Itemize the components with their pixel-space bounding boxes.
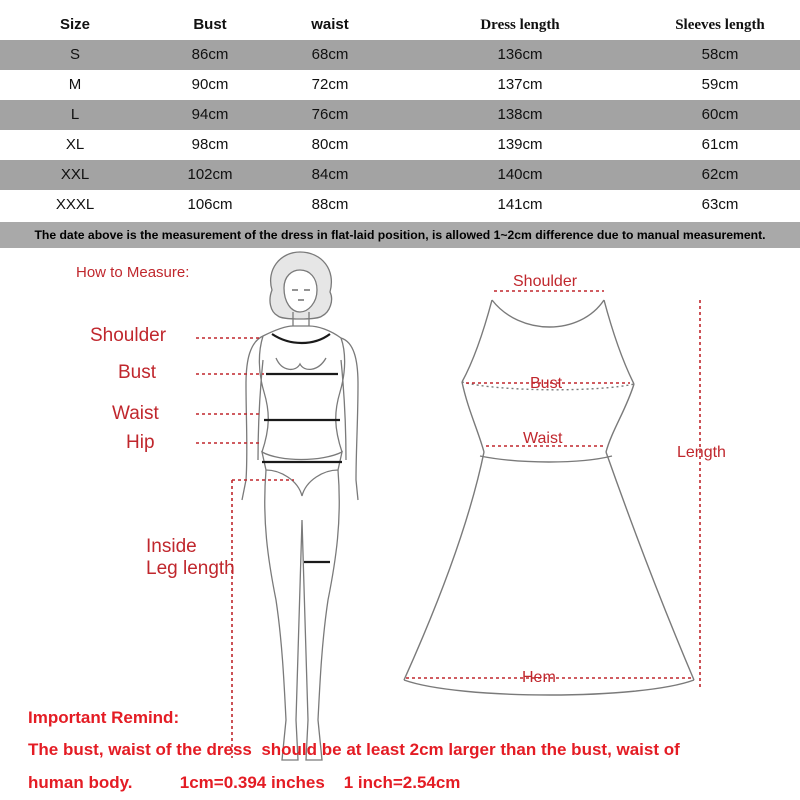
cell-dress-length: 140cm [497, 166, 543, 183]
cell-waist: 80cm [311, 136, 349, 153]
body-label-inside: Inside [146, 536, 197, 557]
header-waist: waist [311, 16, 349, 33]
measurement-note: The date above is the measurement of the dress in flat-laid position, is allowed 1~2cm difference due to manual measurement. [0, 222, 800, 248]
cell-waist: 68cm [311, 46, 349, 63]
remind-line-1: The bust, waist of the dress should be at least 2cm larger than the bust, waist of [28, 740, 680, 759]
dress-figure [404, 300, 694, 695]
remind-line-2: human body. 1cm=0.394 inches 1 inch=2.54cm [28, 773, 461, 792]
dress-label-waist: Waist [523, 430, 563, 447]
cell-dress-length: 139cm [497, 136, 543, 153]
body-label-leg-length: Leg length [146, 558, 235, 579]
cell-dress-length: 137cm [497, 76, 543, 93]
cell-dress-length: 138cm [497, 106, 543, 123]
cell-size: XXL [60, 166, 90, 183]
cell-waist: 84cm [311, 166, 349, 183]
body-label-waist: Waist [112, 403, 159, 424]
body-label-shoulder: Shoulder [90, 325, 167, 346]
cell-size: S [69, 46, 80, 63]
how-to-measure-title: How to Measure: [76, 264, 190, 281]
cell-dress-length: 141cm [497, 196, 543, 213]
remind-heading: Important Remind: [28, 708, 180, 727]
dress-label-bust: Bust [530, 375, 563, 392]
cell-waist: 72cm [311, 76, 349, 93]
cell-sleeves-length: 62cm [701, 166, 739, 183]
dress-label-length: Length [677, 444, 726, 461]
cell-sleeves-length: 63cm [701, 196, 739, 213]
cell-bust: 94cm [191, 106, 229, 123]
header-sleeves-length: Sleeves length [675, 17, 765, 33]
dress-measure-lines [406, 291, 700, 690]
cell-size: M [68, 76, 82, 93]
body-label-hip: Hip [126, 432, 155, 453]
body-measure-lines [196, 338, 294, 758]
body-figure [242, 252, 358, 760]
cell-size: L [70, 106, 80, 123]
cell-waist: 76cm [311, 106, 349, 123]
cell-bust: 90cm [191, 76, 229, 93]
header-size: Size [59, 16, 90, 33]
cell-bust: 86cm [191, 46, 229, 63]
cell-sleeves-length: 58cm [701, 46, 739, 63]
cell-sleeves-length: 60cm [701, 106, 739, 123]
dress-label-hem: Hem [522, 669, 556, 686]
cell-size: XL [65, 136, 85, 153]
cell-bust: 102cm [187, 166, 233, 183]
header-dress-length: Dress length [480, 17, 560, 33]
cell-bust: 98cm [191, 136, 229, 153]
body-label-bust: Bust [118, 362, 157, 383]
cell-waist: 88cm [311, 196, 349, 213]
cell-sleeves-length: 61cm [701, 136, 739, 153]
cell-dress-length: 136cm [497, 46, 543, 63]
cell-bust: 106cm [187, 196, 233, 213]
header-bust: Bust [193, 16, 227, 33]
cell-size: XXXL [55, 196, 95, 213]
dress-label-shoulder: Shoulder [513, 273, 578, 290]
cell-sleeves-length: 59cm [701, 76, 739, 93]
